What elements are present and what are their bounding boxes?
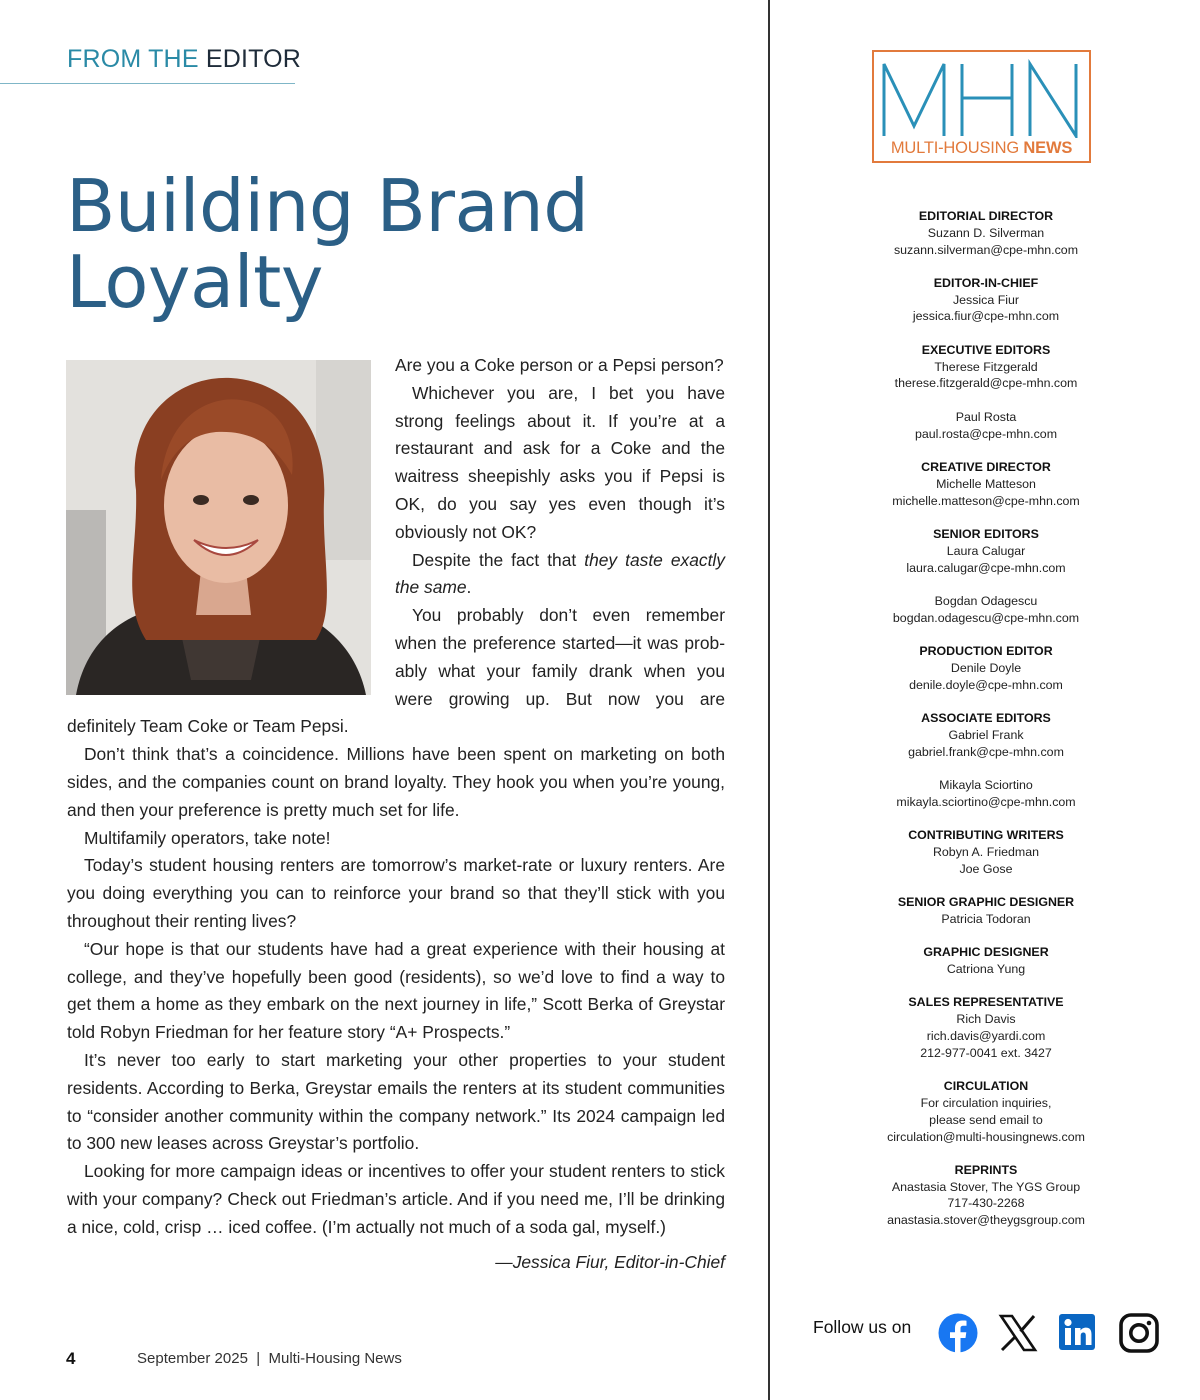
article-headline: Building Brand Loyalty <box>66 164 589 324</box>
masthead-group-contributing-writers <box>870 827 1102 877</box>
mhn-logo[interactable] <box>872 50 1091 163</box>
article-paragraph: “Our hope is that our students have had a great experience with their housing at college, and they’ve hopefully been good (residents), so we’d love to find a way to get them a home as they embark on the next journey in life,” Scott Berka of Greystar told Robyn Friedman for her feature story “A+ Prospects.” <box>67 938 725 1043</box>
masthead-phone: 717-430-2268 <box>947 1196 1025 1211</box>
masthead-title: CONTRIBUTING WRITERS <box>908 828 1064 843</box>
masthead <box>870 208 1102 1246</box>
masthead-group-senior-graphic-designer <box>870 894 1102 928</box>
masthead-text: please send email to <box>929 1112 1043 1127</box>
masthead-group-editor-in-chief <box>870 275 1102 325</box>
masthead-group-reprints <box>870 1162 1102 1229</box>
article-text: Despite the fact that <box>412 549 585 570</box>
section-label <box>67 44 301 74</box>
masthead-group-graphic-designer <box>870 944 1102 978</box>
masthead-name: Michelle Matteson <box>936 476 1036 491</box>
masthead-email[interactable]: jessica.fiur@cpe-mhn.com <box>912 309 1060 324</box>
masthead-email[interactable]: paul.rosta@cpe-mhn.com <box>914 426 1058 441</box>
masthead-name: Suzann D. Silverman <box>927 225 1045 240</box>
article-paragraph: Today’s student housing renters are tomorrow’s market-rate or luxury renters. Are you doing everything you can to reinforce your brand so that they’ll stick with you throughout their renting lives? <box>67 855 725 931</box>
masthead-name: Therese Fitzgerald <box>934 359 1038 374</box>
masthead-title: GRAPHIC DESIGNER <box>923 945 1049 960</box>
article-body <box>67 352 725 1242</box>
masthead-title: CREATIVE DIRECTOR <box>921 460 1051 475</box>
masthead-group-editorial-director <box>870 208 1102 258</box>
masthead-email[interactable]: michelle.matteson@cpe-mhn.com <box>892 493 1080 508</box>
masthead-email[interactable]: laura.calugar@cpe-mhn.com <box>906 560 1066 575</box>
masthead-text: For circulation inquiries, <box>920 1095 1052 1110</box>
masthead-email[interactable]: gabriel.frank@cpe-mhn.com <box>908 744 1064 759</box>
masthead-title: SALES REPRESENTATIVE <box>908 995 1064 1010</box>
masthead-group-circulation <box>870 1078 1102 1145</box>
section-label-editor: EDITOR <box>205 45 302 73</box>
instagram-icon[interactable] <box>1118 1312 1160 1354</box>
masthead-group-associate-editors <box>870 710 1102 811</box>
masthead-title: EDITOR-IN-CHIEF <box>933 275 1039 290</box>
linkedin-icon[interactable] <box>1057 1312 1099 1354</box>
masthead-title: EXECUTIVE EDITORS <box>921 342 1051 357</box>
masthead-title: REPRINTS <box>954 1162 1018 1177</box>
section-rule <box>0 83 295 84</box>
page-number: 4 <box>66 1349 76 1368</box>
masthead-group-sales-representative <box>870 994 1102 1061</box>
masthead-email[interactable]: suzann.silverman@cpe-mhn.com <box>893 242 1079 257</box>
masthead-title: EDITORIAL DIRECTOR <box>918 209 1054 223</box>
article-paragraph: Looking for more campaign ideas or incentives to offer your student renters to stick with your company? Check out Friedman’s article. And if you need me, I’ll be drinking a nice, cold, crisp … iced coffee. (I’m actually not much of a soda gal, myself.) <box>67 1161 725 1237</box>
facebook-icon[interactable] <box>937 1312 979 1354</box>
masthead-name: Rich Davis <box>956 1012 1016 1027</box>
masthead-name: Mikayla Sciortino <box>939 778 1033 793</box>
masthead-title: ASSOCIATE EDITORS <box>921 711 1051 726</box>
x-icon[interactable] <box>997 1312 1039 1354</box>
follow-us-label: Follow us on <box>813 1317 912 1337</box>
article-paragraph: Whichever you are, I bet you have strong feelings about it. If you’re at a restaurant and ask for a Coke and the waitress sheepishly asks you if Pepsi is OK, do you say yes even though it’s obviously not OK? <box>395 382 725 542</box>
masthead-title: SENIOR EDITORS <box>933 526 1039 541</box>
masthead-name: Jessica Fiur <box>952 292 1020 307</box>
article-text: . <box>466 577 472 598</box>
article-signoff: —Jessica Fiur, Editor-in-Chief <box>495 1252 725 1272</box>
masthead-phone: 212-977-0041 ext. 3427 <box>920 1045 1052 1060</box>
masthead-title: PRODUCTION EDITOR <box>919 644 1053 659</box>
article-paragraph: It’s never too early to start marketing your other properties to your student residents. According to Berka, Greystar emails the renters at its student communities to “consider another community within the company network.” Its 2024 campaign led to 300 new leases across Greystar’s portfolio. <box>67 1049 725 1154</box>
logo-tag-news: NEWS <box>1023 139 1073 157</box>
masthead-title: CIRCULATION <box>943 1079 1029 1094</box>
article-paragraph: Don’t think that’s a coincidence. Millions have been spent on marketing on both sides, and the companies count on brand loyalty. They hook you when you’re young, and then your preference is pretty much set for life. <box>67 744 725 820</box>
masthead-title: SENIOR GRAPHIC DESIGNER <box>897 895 1075 910</box>
article-paragraph: You probably don’t even remember when the preference started—it was probably what your family drank when you were growing up. But now you are definitely Team Coke or Team Pepsi. <box>67 605 725 737</box>
masthead-email[interactable]: bogdan.odagescu@cpe-mhn.com <box>892 610 1080 625</box>
masthead-email[interactable]: rich.davis@yardi.com <box>926 1029 1046 1044</box>
issue-info: September 2025 | Multi-Housing News <box>137 1350 402 1367</box>
photo-wrap-spacer <box>67 352 395 704</box>
mhn-logo-tagline <box>874 138 1089 158</box>
section-label-from-the: FROM THE <box>67 45 199 73</box>
masthead-name: Bogdan Odagescu <box>934 594 1038 609</box>
masthead-name: Joe Gose <box>959 862 1013 876</box>
masthead-name: Denile Doyle <box>950 661 1022 676</box>
masthead-name: Robyn A. Friedman <box>932 845 1040 860</box>
article-paragraph: Multifamily operators, take note! <box>84 827 331 848</box>
masthead-name: Anastasia Stover, The YGS Group <box>891 1179 1081 1194</box>
masthead-email[interactable]: mikayla.sciortino@cpe-mhn.com <box>896 795 1076 810</box>
masthead-email[interactable]: denile.doyle@cpe-mhn.com <box>909 677 1063 692</box>
article-emphasis: they taste exactly the same <box>395 549 725 598</box>
column-divider <box>768 0 770 1400</box>
logo-tag-multi-housing: MULTI-HOUSING <box>890 139 1024 157</box>
masthead-email[interactable]: circulation@multi-housingnews.com <box>887 1129 1085 1144</box>
masthead-name: Patricia Todoran <box>941 912 1031 927</box>
article-paragraph: Are you a Coke person or a Pepsi person? <box>395 355 724 375</box>
masthead-group-creative-director <box>870 459 1102 509</box>
masthead-name: Catriona Yung <box>946 962 1026 977</box>
masthead-name: Laura Calugar <box>946 543 1026 558</box>
masthead-email[interactable]: therese.fitzgerald@cpe-mhn.com <box>894 376 1078 391</box>
masthead-name: Paul Rosta <box>955 409 1017 424</box>
masthead-group-executive-editors <box>870 342 1102 443</box>
masthead-name: Gabriel Frank <box>948 727 1024 742</box>
masthead-group-senior-editors <box>870 526 1102 627</box>
masthead-group-production-editor <box>870 643 1102 693</box>
mhn-logo-letters <box>880 56 1083 138</box>
masthead-email[interactable]: anastasia.stover@theygsgroup.com <box>887 1213 1085 1228</box>
